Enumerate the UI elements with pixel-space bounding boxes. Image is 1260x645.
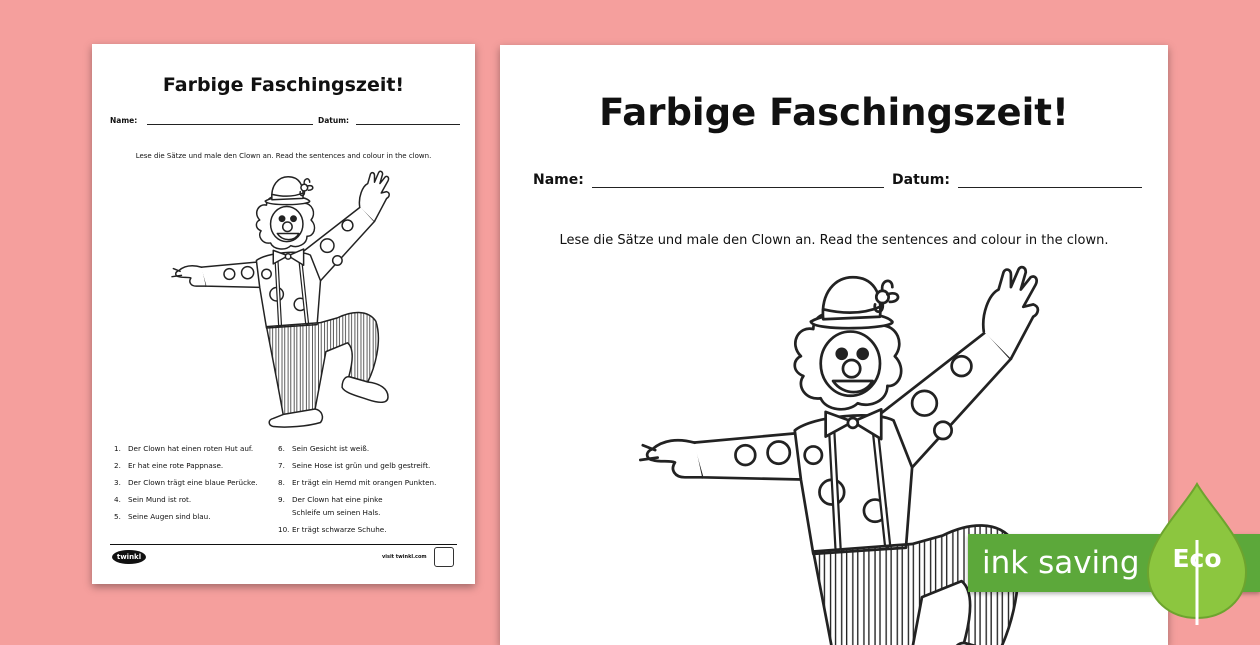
page-title-large: Farbige Faschingszeit! <box>599 91 1069 134</box>
date-row-large <box>892 171 1142 188</box>
eco-label: Eco <box>1172 544 1222 573</box>
date-row <box>318 115 460 125</box>
page-title: Farbige Faschingszeit! <box>162 74 405 96</box>
list-item: 6. Sein Gesicht ist weiß. <box>278 444 370 453</box>
clown-illustration <box>160 166 400 440</box>
sentence-list-right <box>278 442 458 536</box>
clown-drawing <box>160 166 400 436</box>
date-label: Datum: <box>892 172 950 188</box>
name-field[interactable] <box>592 171 884 188</box>
name-row <box>110 115 313 125</box>
list-item: 8. Er trägt ein Hemd mit orangen Punkten. <box>278 478 437 487</box>
list-item: 7. Seine Hose ist grün und gelb gestreift. <box>278 461 431 470</box>
instruction-text: Lese die Sätze und male den Clown an. Read the sentences and colour in the clown. <box>135 152 432 160</box>
list-item: 4. Sein Mund ist rot. <box>114 495 192 504</box>
twinkl-logo: twinkl <box>112 550 146 564</box>
instruction-text-large: Lese die Sätze und male den Clown an. Read the sentences and colour in the clown. <box>559 233 1109 248</box>
date-field[interactable] <box>356 115 460 125</box>
footer-divider <box>110 544 457 545</box>
worksheet-thumbnail <box>92 44 475 584</box>
name-label: Name: <box>110 116 138 125</box>
eco-mini-badge <box>434 547 454 567</box>
ink-saving-label: ink saving <box>982 545 1140 581</box>
sentence-list-left <box>114 442 274 523</box>
list-item: 9. Der Clown hat eine pinke Schleife um seinen Hals. <box>278 495 383 517</box>
date-field[interactable] <box>958 171 1142 188</box>
footer-url: visit twinkl.com <box>382 554 427 560</box>
list-item: 5. Seine Augen sind blau. <box>114 512 211 521</box>
list-item: 1. Der Clown hat einen roten Hut auf. <box>114 444 254 453</box>
name-label: Name: <box>533 172 584 188</box>
list-item: 10. Er trägt schwarze Schuhe. <box>278 525 387 534</box>
list-item: 3. Der Clown trägt eine blaue Perücke. <box>114 478 258 487</box>
date-label: Datum: <box>318 116 350 125</box>
name-field[interactable] <box>147 115 313 125</box>
name-row-large <box>533 171 884 188</box>
list-item: 2. Er hat eine rote Pappnase. <box>114 461 224 470</box>
